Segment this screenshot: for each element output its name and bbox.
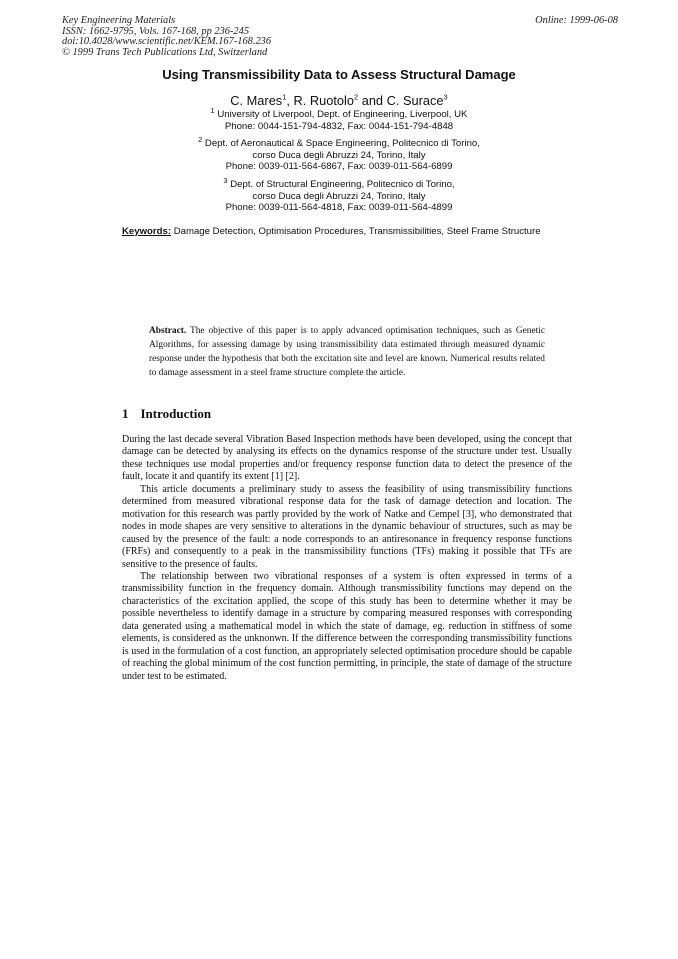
affiliation-2 — [0, 134, 678, 173]
publication-meta — [62, 16, 271, 58]
affiliation-line: Dept. of Aeronautical & Space Engineering, Politecnico di Torino, — [204, 138, 480, 149]
section-number: 1 — [122, 406, 129, 421]
keywords-label: Keywords: — [122, 226, 172, 237]
affiliation-line: Dept. of Structural Engineering, Politecnico di Torino, — [230, 179, 455, 190]
keywords-text: Damage Detection, Optimisation Procedures, Transmissibilities, Steel Frame Structure — [173, 226, 541, 237]
section-title: Introduction — [140, 406, 212, 421]
doi-line: doi:10.4028/www.scientific.net/KEM.167-168.236 — [62, 36, 272, 48]
issn-line: ISSN: 1662-9795, Vols. 167-168, pp 236-245 — [62, 25, 250, 37]
journal-name: Key Engineering Materials — [62, 15, 176, 26]
affiliation-sup: 3 — [223, 175, 228, 185]
affiliation-line: University of Liverpool, Dept. of Engineering, Liverpool, UK — [217, 109, 468, 120]
author-separator: and — [358, 93, 387, 108]
author-separator: , — [286, 93, 294, 108]
affiliation-line: Phone: 0039-011-564-6867, Fax: 0039-011-564-6899 — [225, 161, 453, 172]
body-paragraph: During the last decade several Vibration Based Inspection methods have been developed, using the concept that damage can be detected by analysing its effects on the dynamics response of the structure under test. Usually these techniques use modal properties and/or frequency response function data to detect the presence of the fault, locate it and quantify its extent [1] [2]. — [122, 434, 572, 483]
affiliation-line: Phone: 0039-011-564-4818, Fax: 0039-011-564-4899 — [225, 202, 453, 213]
author-name: C. Mares — [230, 93, 283, 108]
author-sup: 3 — [443, 92, 448, 102]
author-sup: 2 — [353, 92, 359, 102]
abstract-label: Abstract. — [149, 326, 187, 336]
body-paragraph: This article documents a preliminary study to assess the feasibility of using transmissibility functions determined from measured vibrational response data for the task of damage detection and location. The motivation for this research was partly provided by the work of Natke and Cempel [3], who demonstrated that nodes in mode shapes are very sensitive to alterations in the dynamic behaviour of structures, such as may be caused by the presence of the fault: a node corresponds to an antiresonance in frequency response functions (FRFs) and consequently to a peak in the transmissibility functions (TFs) making it possible that TFs are sensitive to the presence of faults. — [122, 483, 572, 570]
abstract — [149, 324, 545, 380]
author-name: R. Ruotolo — [293, 93, 354, 108]
affiliation-sup: 1 — [210, 105, 215, 115]
affiliation-1 — [0, 105, 678, 132]
keywords — [122, 226, 592, 237]
affiliation-line: Phone: 0044-151-794-4832, Fax: 0044-151-794-4848 — [224, 120, 454, 132]
author-sup: 1 — [282, 92, 287, 102]
affiliation-3 — [0, 175, 678, 214]
affiliation-sup: 2 — [198, 134, 203, 144]
paper-title: Using Transmissibility Data to Assess Structural Damage — [162, 67, 516, 82]
body-paragraph: The relationship between two vibrational responses of a system is often expressed in terms of a transmissibility function in the frequency domain. Although transmissibility functions may depend on the characteristics of the excitation applied, the scope of this study has been to determine whether it may be possible nevertheless to identify damage in a structure by comparing measured responses with corresponding data generated using a mathematical model in which the state of damage, eg. reduction in stiffness of some elements, is considered as the unknonwn. If the difference between the corresponding transmissibility functions is used in the formulation of a cost function, an appropriately selected optimisation procedure should be capable of reaching the global minimum of the cost function permitting, in principle, the state of damage of the structure under test to be estimated. — [122, 570, 572, 682]
abstract-text: The objective of this paper is to apply advanced optimisation techniques, such as Genetic Algorithms, for assessing damage by using transmissibility data estimated through measured dynamic response under the hypothesis that both the excitation site and level are known. Numerical results related to damage assessment in a steel frame structure complete the article. — [149, 326, 545, 379]
section-heading — [122, 406, 211, 422]
online-date: Online: 1999-06-08 — [535, 15, 618, 26]
affiliation-line: corso Duca degli Abruzzi 24, Torino, Italy — [252, 190, 426, 202]
author-list — [0, 93, 678, 108]
author-name: C. Surace — [386, 93, 444, 108]
copyright-line: © 1999 Trans Tech Publications Ltd, Switzerland — [62, 46, 268, 58]
section-body — [122, 434, 572, 683]
affiliation-line: corso Duca degli Abruzzi 24, Torino, Italy — [252, 149, 426, 161]
